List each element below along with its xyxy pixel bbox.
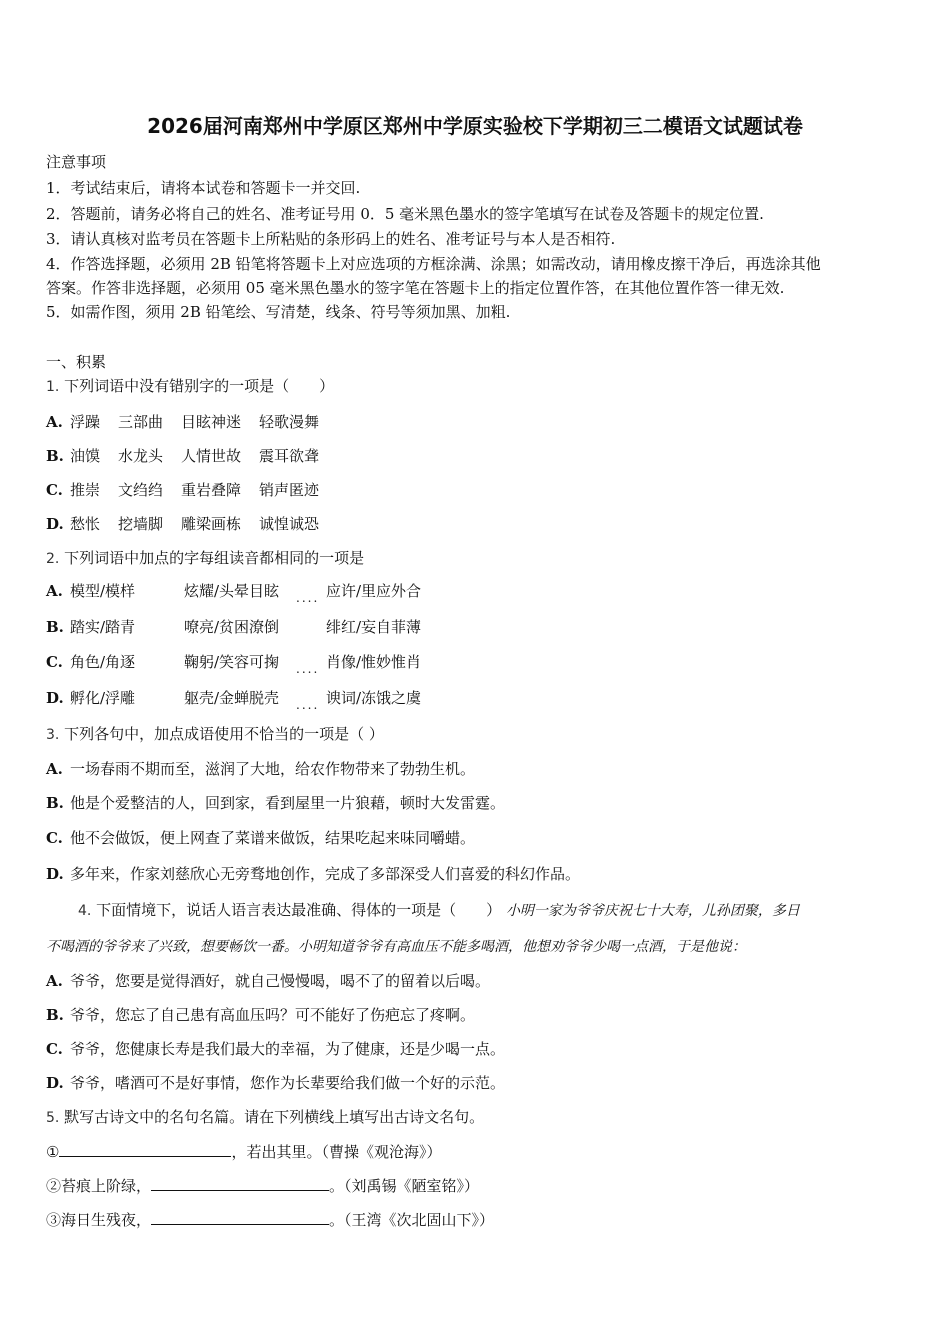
q2-option-b <box>46 617 906 637</box>
item-after: ，若出其里。（曹操《观沧海》） <box>231 1143 442 1161</box>
section-heading: 一、积累 <box>46 353 107 371</box>
option-text: 一场春雨不期而至，滋润了大地，给农作物带来了勃勃生机。 <box>70 760 476 778</box>
option-word: 愁怅 <box>70 515 101 533</box>
option-letter: D. <box>46 515 64 533</box>
q5-item-3 <box>46 1208 494 1230</box>
option-word: 诚惶诚恐 <box>259 515 320 533</box>
option-letter: B. <box>46 1006 64 1024</box>
q1-option-d <box>46 514 337 534</box>
option-word: 角色/角逐 <box>70 653 136 671</box>
item-before: 苔痕上阶绿， <box>61 1177 152 1195</box>
q1-option-c <box>46 480 337 500</box>
option-letter: A. <box>46 413 63 431</box>
option-letter: A. <box>46 582 63 600</box>
option-word: 震耳欲聋 <box>259 447 320 465</box>
question-number: 4. <box>78 903 92 919</box>
option-word: 应许/里应外合 <box>326 582 422 600</box>
option-letter: B. <box>46 618 64 636</box>
q2-option-d <box>46 688 906 712</box>
option-letter: B. <box>46 447 64 465</box>
option-word: 重岩叠障 <box>181 481 242 499</box>
option-text: 爷爷，您忘了自己患有高血压吗？可不能好了伤疤忘了疼啊。 <box>70 1006 476 1024</box>
option-letter: A. <box>46 972 63 990</box>
q4-option-c <box>46 1039 505 1059</box>
option-word: 文绉绉 <box>118 481 164 499</box>
fill-blank[interactable] <box>59 1140 231 1157</box>
notice-item-4-cont: 答案。作答非选择题，必须用 05 毫米黑色墨水的签字笔在答题卡上的指定位置作答，在其他位置作答一律无效. <box>46 279 785 297</box>
question-context: 小明一家为爷爷庆祝七十大寿，儿孙团聚，多日 <box>505 903 800 919</box>
option-word: 目眩神迷 <box>181 413 242 431</box>
emphasis-dots <box>296 652 320 676</box>
option-text: 爷爷，您健康长寿是我们最大的幸福，为了健康，还是少喝一点。 <box>70 1040 506 1058</box>
option-word: 模型/模样 <box>70 582 136 600</box>
option-letter: C. <box>46 829 63 847</box>
item-before: 海日生残夜， <box>61 1211 152 1229</box>
emphasis-dots-text: .... <box>296 591 320 605</box>
option-text: 爷爷，您要是觉得酒好，就自己慢慢喝，喝不了的留着以后喝。 <box>70 972 491 990</box>
emphasis-dots-text: .... <box>296 698 320 712</box>
question-4 <box>78 900 800 921</box>
item-mark: ③ <box>46 1211 62 1229</box>
option-letter: D. <box>46 689 64 707</box>
notice-item-5: 5．如需作图，须用 2B 铅笔绘、写清楚，线条、符号等须加黑、加粗. <box>46 303 511 321</box>
fill-blank[interactable] <box>151 1174 329 1191</box>
option-word: 谀词/冻饿之虞 <box>326 689 422 707</box>
notice-item-4: 4．作答选择题，必须用 2B 铅笔将答题卡上对应选项的方框涂满、涂黑；如需改动，请用橡皮擦干净后，再选涂其他 <box>46 255 821 273</box>
notice-item-3: 3．请认真核对监考员在答题卡上所粘贴的条形码上的姓名、准考证号与本人是否相符. <box>46 230 616 248</box>
q4-option-a <box>46 971 490 991</box>
q5-item-2 <box>46 1174 479 1196</box>
option-word: 躯壳/金蝉脱壳 <box>184 689 280 707</box>
question-stem: 默写古诗文中的名句名篇。请在下列横线上填写出古诗文名句。 <box>64 1108 485 1126</box>
item-mark: ② <box>46 1177 62 1195</box>
option-word: 绯红/妄自菲薄 <box>326 618 422 636</box>
q1-option-b <box>46 446 337 466</box>
option-word: 人情世故 <box>181 447 242 465</box>
q3-option-b <box>46 793 505 813</box>
option-word: 鞠躬/笑容可掬 <box>184 653 280 671</box>
option-word: 油馍 <box>70 447 101 465</box>
option-word: 推崇 <box>70 481 101 499</box>
option-letter: D. <box>46 1074 64 1092</box>
q3-option-d <box>46 864 580 884</box>
option-text: 他不会做饭，便上网查了菜谱来做饭，结果吃起来味同嚼蜡。 <box>70 829 476 847</box>
q1-option-a <box>46 412 337 432</box>
item-mark: ① <box>46 1143 60 1161</box>
question-1 <box>46 376 334 397</box>
option-word: 销声匿迹 <box>259 481 320 499</box>
option-word: 炫耀/头晕目眩 <box>184 582 280 600</box>
option-letter: C. <box>46 1040 63 1058</box>
q3-option-a <box>46 759 475 779</box>
question-number: 3. <box>46 727 60 743</box>
option-word: 嘹亮/贫困潦倒 <box>184 618 280 636</box>
fill-blank[interactable] <box>151 1208 329 1225</box>
q4-option-d <box>46 1073 505 1093</box>
option-text: 多年来，作家刘慈欣心无旁骛地创作，完成了多部深受人们喜爱的科幻作品。 <box>70 865 581 883</box>
page-title: 2026届河南郑州中学原区郑州中学原实验校下学期初三二模语文试题试卷 <box>147 114 803 138</box>
question-stem: 下列词语中没有错别字的一项是（ ） <box>64 377 335 395</box>
question-number: 2. <box>46 551 60 567</box>
option-word: 孵化/浮雕 <box>70 689 136 707</box>
option-letter: C. <box>46 653 63 671</box>
question-number: 5. <box>46 1110 60 1126</box>
question-stem: 下列词语中加点的字每组读音都相同的一项是 <box>64 549 365 567</box>
notice-heading: 注意事项 <box>46 153 107 171</box>
option-word: 挖墙脚 <box>118 515 164 533</box>
question-context-cont: 不喝酒的爷爷来了兴致，想要畅饮一番。小明知道爷爷有高血压不能多喝酒，他想劝爷爷少喝一点酒，于是他说： <box>46 939 746 955</box>
option-text: 他是个爱整洁的人，回到家，看到屋里一片狼藉，顿时大发雷霆。 <box>70 794 506 812</box>
option-word: 肖像/惟妙惟肖 <box>326 653 422 671</box>
item-after: 。（刘禹锡《陋室铭》） <box>329 1177 480 1195</box>
q2-option-a <box>46 581 906 605</box>
option-word: 三部曲 <box>118 413 164 431</box>
question-2 <box>46 548 364 569</box>
option-letter: C. <box>46 481 63 499</box>
question-number: 1. <box>46 379 60 395</box>
option-word: 雕梁画栋 <box>181 515 242 533</box>
emphasis-dots <box>296 581 320 605</box>
notice-item-2: 2．答题前，请务必将自己的姓名、准考证号用 0．5 毫米黑色墨水的签字笔填写在试卷及答题卡的规定位置. <box>46 205 764 223</box>
option-word: 浮躁 <box>70 413 101 431</box>
q3-option-c <box>46 828 475 848</box>
q5-item-1 <box>46 1140 441 1162</box>
option-letter: D. <box>46 865 64 883</box>
option-word: 水龙头 <box>118 447 164 465</box>
emphasis-dots-text: .... <box>296 662 320 676</box>
emphasis-dots <box>296 688 320 712</box>
q4-option-b <box>46 1005 475 1025</box>
q2-option-c <box>46 652 906 676</box>
question-stem: 下面情境下，说话人语言表达最准确、得体的一项是（ ） <box>96 901 502 919</box>
question-stem: 下列各句中，加点成语使用不恰当的一项是（ ） <box>64 725 384 743</box>
option-letter: A. <box>46 760 63 778</box>
option-word: 踏实/踏青 <box>70 618 136 636</box>
option-text: 爷爷，嗜酒可不是好事情，您作为长辈要给我们做一个好的示范。 <box>70 1074 506 1092</box>
option-word: 轻歌漫舞 <box>259 413 320 431</box>
option-letter: B. <box>46 794 64 812</box>
question-3 <box>46 724 384 745</box>
question-5 <box>46 1107 484 1128</box>
item-after: 。（王湾《次北固山下》） <box>329 1211 495 1229</box>
notice-item-1: 1．考试结束后，请将本试卷和答题卡一并交回. <box>46 179 361 197</box>
